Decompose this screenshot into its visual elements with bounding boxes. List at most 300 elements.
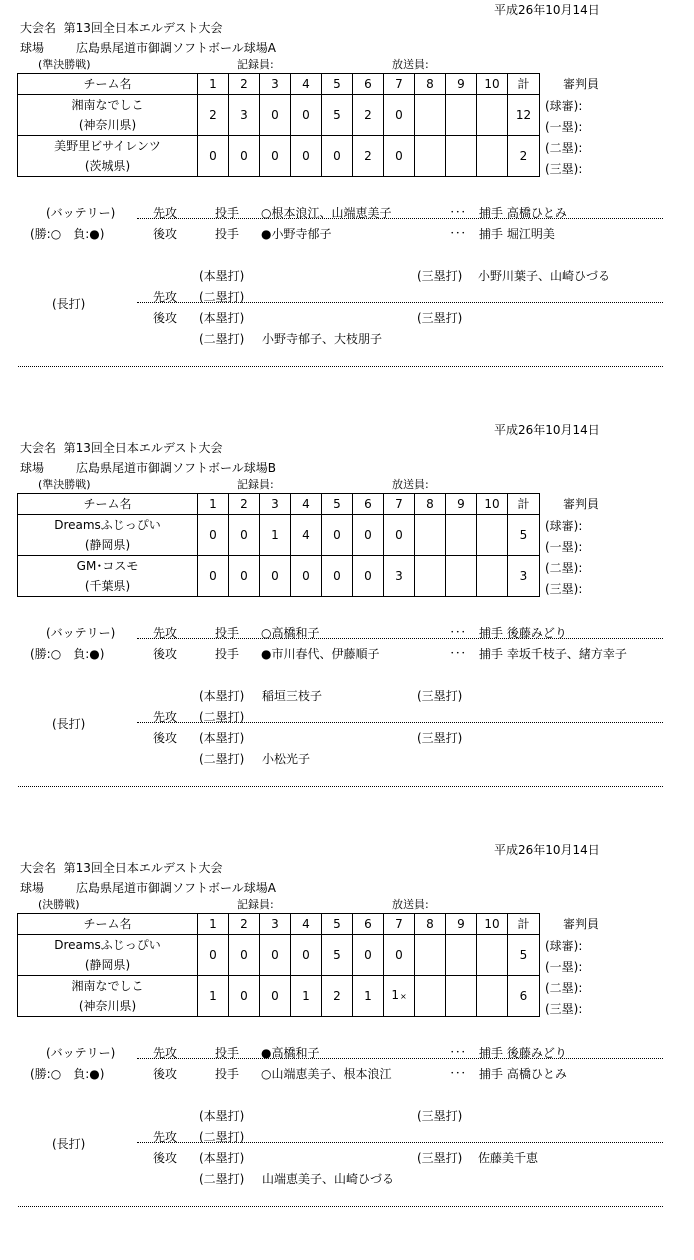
bottom-double-players: 小野寺郁子、大枝朋子: [262, 332, 383, 346]
battery-top-side: 先攻: [153, 626, 178, 640]
battery-top-dots: ･･･: [450, 208, 467, 218]
top-triple-label: (三塁打): [417, 269, 463, 283]
inning-score-value: 0: [209, 149, 217, 163]
long-hits-divider: [137, 722, 663, 723]
battery-label: (バッテリー): [46, 206, 116, 220]
battery-bottom-side: 後攻: [153, 1067, 178, 1081]
bottom-hr-label: (本塁打): [199, 1151, 245, 1165]
venue-line: [20, 460, 276, 476]
umpires-panel: [545, 76, 599, 182]
team-cell: [18, 95, 198, 136]
battery-top-side: 先攻: [153, 1046, 178, 1060]
battery-bottom-dots: ･･･: [450, 1069, 467, 1079]
tournament-label: 大会名: [20, 441, 57, 455]
long-hits-label: (長打): [52, 717, 86, 731]
battery-top-pitcher-label: 投手: [215, 1046, 240, 1060]
long-hits-divider: [137, 1142, 663, 1143]
announcer-label: 放送員:: [392, 898, 429, 911]
venue-name: 広島県尾道市御調ソフトボール球場A: [76, 881, 276, 895]
umpire-position: (三塁):: [545, 582, 583, 596]
inning-header: 6: [353, 914, 384, 935]
inning-score-value: 2: [333, 989, 341, 1003]
inning-score-value: 0: [240, 569, 248, 583]
inning-score-value: 1: [364, 989, 372, 1003]
catcher-label: 捕手: [479, 227, 504, 241]
inning-score: [477, 556, 508, 597]
inning-score-value: 1: [391, 988, 399, 1002]
inning-score-value: 1: [271, 528, 279, 542]
inning-header: 10: [477, 494, 508, 515]
game-record: [0, 420, 694, 840]
venue-name: 広島県尾道市御調ソフトボール球場B: [76, 461, 277, 475]
tournament-name: 第13回全日本エルデスト大会: [63, 441, 223, 455]
battery-bottom-catchers: [479, 1066, 567, 1082]
inning-score-value: 0: [395, 108, 403, 122]
top-triple-players: 小野川葉子、山崎ひづる: [478, 269, 611, 283]
win-lose-legend: (勝:○ 負:●): [30, 227, 105, 241]
inning-header: 2: [229, 74, 260, 95]
catcher-label: 捕手: [479, 626, 504, 640]
inning-score: [322, 136, 353, 177]
battery-bottom-side: 後攻: [153, 647, 178, 661]
inning-score: [353, 515, 384, 556]
inning-score-value: 0: [333, 528, 341, 542]
inning-score: [198, 515, 229, 556]
inning-score-value: 0: [240, 948, 248, 962]
inning-header: 1: [198, 74, 229, 95]
battery-bottom-pitcher-label: 投手: [215, 227, 240, 241]
battery-bottom-pitchers: ○山端恵美子、根本浪江: [261, 1067, 392, 1081]
inning-score-value: 5: [333, 108, 341, 122]
battery-bottom-pitchers: ●小野寺郁子: [261, 227, 332, 241]
battery-label: (バッテリー): [46, 1046, 116, 1060]
inning-score: [477, 515, 508, 556]
inning-score-value: 2: [209, 108, 217, 122]
inning-score: [477, 935, 508, 976]
catcher-names: 幸坂千枝子、緒方幸子: [506, 647, 627, 661]
inning-score: [322, 976, 353, 1017]
scoreboard-header-row: [18, 914, 540, 935]
tournament-name: 第13回全日本エルデスト大会: [63, 861, 223, 875]
inning-score: [322, 935, 353, 976]
inning-score-value: 2: [364, 149, 372, 163]
inning-header: 5: [322, 74, 353, 95]
inning-score: [322, 556, 353, 597]
inning-score-value: 0: [271, 569, 279, 583]
inning-score-value: 3: [240, 108, 248, 122]
inning-score: [384, 136, 415, 177]
inning-score: [415, 556, 446, 597]
inning-score: [198, 935, 229, 976]
venue-label: 球場: [20, 881, 45, 895]
catcher-label: 捕手: [479, 1046, 504, 1060]
recorder-label: 記録員:: [237, 898, 274, 911]
scoreboard-header-row: [18, 74, 540, 95]
inning-score-value: 0: [271, 948, 279, 962]
inning-score-value: 0: [209, 948, 217, 962]
inning-score: [198, 976, 229, 1017]
long-hits-top-side: 先攻: [153, 710, 178, 724]
inning-header: 8: [415, 74, 446, 95]
team-total: 5: [508, 935, 540, 976]
inning-score: [291, 515, 322, 556]
round-label: (決勝戦): [38, 898, 80, 911]
inning-score: [477, 95, 508, 136]
scoreboard-table: [17, 493, 540, 597]
battery-bottom-dots: ･･･: [450, 229, 467, 239]
inning-score-value: 4: [302, 528, 310, 542]
inning-header: 10: [477, 74, 508, 95]
inning-score-value: 0: [333, 569, 341, 583]
catcher-label: 捕手: [479, 1067, 504, 1081]
umpire-position: (二塁):: [545, 141, 583, 155]
long-hits-top-side: 先攻: [153, 1130, 178, 1144]
team-prefecture: (静岡県): [84, 538, 131, 552]
inning-header: 10: [477, 914, 508, 935]
battery-divider: [137, 1058, 663, 1059]
inning-score: [446, 556, 477, 597]
venue-label: 球場: [20, 41, 45, 55]
bottom-hr-label: (本塁打): [199, 731, 245, 745]
team-total: 6: [508, 976, 540, 1017]
game-record: [0, 840, 694, 1260]
top-hr-players: 稲垣三枝子: [262, 689, 323, 703]
battery-label: (バッテリー): [46, 626, 116, 640]
long-hits-divider: [137, 302, 663, 303]
inning-score: [198, 136, 229, 177]
umpires-header: 審判員: [563, 497, 600, 511]
battery-top-dots: ･･･: [450, 628, 467, 638]
inning-score: [260, 976, 291, 1017]
recorder-label: 記録員:: [237, 478, 274, 491]
total-header: 計: [508, 494, 540, 515]
scoreboard-header-row: [18, 494, 540, 515]
bottom-triple-players: 佐藤美千恵: [478, 1151, 539, 1165]
inning-header: 6: [353, 74, 384, 95]
catcher-label: 捕手: [479, 206, 504, 220]
venue-line: [20, 880, 276, 896]
catcher-names: 後藤みどり: [506, 1046, 567, 1060]
inning-score-value: 5: [333, 948, 341, 962]
inning-score-value: 1: [302, 989, 310, 1003]
round-label: (準決勝戦): [38, 58, 91, 71]
inning-score: [384, 935, 415, 976]
inning-score: [322, 95, 353, 136]
inning-score: [446, 95, 477, 136]
tournament-label: 大会名: [20, 21, 57, 35]
bottom-triple-label: (三塁打): [417, 311, 463, 325]
team-name-header: チーム名: [18, 494, 198, 515]
top-hr-label: (本塁打): [199, 689, 245, 703]
inning-score: [198, 95, 229, 136]
inning-score: [477, 976, 508, 1017]
battery-bottom-side: 後攻: [153, 227, 178, 241]
team-cell: [18, 136, 198, 177]
long-hits-top-side: 先攻: [153, 290, 178, 304]
umpire-position: (二塁):: [545, 561, 583, 575]
inning-score: [198, 556, 229, 597]
inning-score: [229, 556, 260, 597]
bottom-double-players: 山端恵美子、山崎ひづる: [262, 1172, 395, 1186]
bottom-double-label: (二塁打): [199, 1172, 245, 1186]
inning-score: [229, 976, 260, 1017]
team-prefecture: (静岡県): [84, 958, 131, 972]
team-name-header: チーム名: [18, 74, 198, 95]
inning-score-value: 0: [364, 528, 372, 542]
inning-score: [229, 95, 260, 136]
inning-score: [415, 95, 446, 136]
inning-header: 6: [353, 494, 384, 515]
team-name: 湘南なでしこ: [71, 98, 144, 112]
catcher-names: 高橋ひとみ: [506, 206, 567, 220]
scoreboard-team-row: [18, 95, 540, 136]
inning-header: 3: [260, 914, 291, 935]
team-total: 3: [508, 556, 540, 597]
inning-header: 7: [384, 494, 415, 515]
inning-score: [353, 556, 384, 597]
inning-score: [260, 136, 291, 177]
team-name: 湘南なでしこ: [71, 979, 144, 993]
inning-score: [384, 95, 415, 136]
inning-header: 9: [446, 494, 477, 515]
battery-bottom-pitchers: ●市川春代、伊藤順子: [261, 647, 380, 661]
team-name: Dreamsふじっぴい: [54, 938, 161, 952]
announcer-label: 放送員:: [392, 58, 429, 71]
inning-score: [415, 976, 446, 1017]
inning-header: 4: [291, 74, 322, 95]
team-prefecture: (神奈川県): [78, 999, 137, 1013]
inning-score-value: 0: [240, 149, 248, 163]
inning-score-value: 2: [364, 108, 372, 122]
long-hits-bottom-side: 後攻: [153, 731, 178, 745]
venue-name: 広島県尾道市御調ソフトボール球場A: [76, 41, 276, 55]
scoreboard-team-row: [18, 976, 540, 1017]
umpires-header: 審判員: [563, 77, 600, 91]
inning-score-value: 0: [209, 569, 217, 583]
inning-header: 1: [198, 914, 229, 935]
inning-header: 7: [384, 914, 415, 935]
venue-line: [20, 40, 276, 56]
inning-header: 7: [384, 74, 415, 95]
scoreboard-table: [17, 913, 540, 1017]
win-lose-legend: (勝:○ 負:●): [30, 1067, 105, 1081]
inning-score: [446, 935, 477, 976]
bottom-triple-label: (三塁打): [417, 731, 463, 745]
inning-header: 2: [229, 494, 260, 515]
inning-score-value: 0: [395, 149, 403, 163]
inning-score: [353, 976, 384, 1017]
catcher-names: 高橋ひとみ: [506, 1067, 567, 1081]
inning-score-value: 3: [395, 569, 403, 583]
umpire-position: (三塁):: [545, 1002, 583, 1016]
section-separator: [18, 1206, 663, 1207]
recorder-label: 記録員:: [237, 58, 274, 71]
inning-score: [291, 95, 322, 136]
top-double-label: (二塁打): [199, 710, 245, 724]
inning-score: [384, 976, 415, 1017]
inning-header: 1: [198, 494, 229, 515]
team-total: 2: [508, 136, 540, 177]
battery-bottom-dots: ･･･: [450, 649, 467, 659]
total-header: 計: [508, 74, 540, 95]
top-hr-label: (本塁打): [199, 1109, 245, 1123]
long-hits-label: (長打): [52, 1137, 86, 1151]
inning-score: [229, 515, 260, 556]
announcer-label: 放送員:: [392, 478, 429, 491]
team-prefecture: (神奈川県): [78, 118, 137, 132]
team-cell: [18, 935, 198, 976]
inning-score: [415, 515, 446, 556]
inning-header: 5: [322, 914, 353, 935]
inning-score: [229, 136, 260, 177]
total-header: 計: [508, 914, 540, 935]
section-separator: [18, 366, 663, 367]
inning-score: [353, 95, 384, 136]
inning-score: [260, 935, 291, 976]
inning-header: 8: [415, 494, 446, 515]
inning-score-value: 0: [333, 149, 341, 163]
game-date: 平成26年10月14日: [494, 3, 600, 17]
inning-score: [322, 515, 353, 556]
battery-bottom-pitcher-label: 投手: [215, 1067, 240, 1081]
inning-score: [260, 515, 291, 556]
inning-header: 3: [260, 74, 291, 95]
inning-header: 3: [260, 494, 291, 515]
game-date: 平成26年10月14日: [494, 843, 600, 857]
inning-score-value: 0: [302, 569, 310, 583]
top-hr-label: (本塁打): [199, 269, 245, 283]
team-cell: [18, 556, 198, 597]
battery-top-dots: ･･･: [450, 1048, 467, 1058]
inning-score-value: 0: [271, 149, 279, 163]
team-prefecture: (千葉県): [84, 579, 131, 593]
top-double-label: (二塁打): [199, 290, 245, 304]
inning-score: [384, 515, 415, 556]
inning-score-value: 0: [302, 149, 310, 163]
tournament-name: 第13回全日本エルデスト大会: [63, 21, 223, 35]
scoreboard-team-row: [18, 556, 540, 597]
battery-divider: [137, 638, 663, 639]
team-prefecture: (茨城県): [84, 159, 131, 173]
battery-top-pitcher-label: 投手: [215, 206, 240, 220]
battery-top-pitchers: ●高橋和子: [261, 1046, 320, 1060]
umpire-position: (一塁):: [545, 540, 583, 554]
tournament-line: [20, 440, 222, 456]
battery-bottom-pitcher-label: 投手: [215, 647, 240, 661]
inning-score: [291, 976, 322, 1017]
battery-bottom-catchers: [479, 646, 627, 662]
tournament-label: 大会名: [20, 861, 57, 875]
umpires-panel: [545, 916, 599, 1022]
walkoff-mark: ×: [399, 992, 407, 1001]
inning-score-value: 0: [302, 108, 310, 122]
inning-score: [415, 935, 446, 976]
team-total: 12: [508, 95, 540, 136]
inning-score: [291, 136, 322, 177]
inning-score-value: 0: [240, 528, 248, 542]
inning-score-value: 0: [395, 528, 403, 542]
bottom-double-label: (二塁打): [199, 332, 245, 346]
team-name: GM･コスモ: [76, 559, 139, 573]
top-triple-label: (三塁打): [417, 689, 463, 703]
inning-score: [229, 935, 260, 976]
inning-score: [415, 136, 446, 177]
scoreboard-table: [17, 73, 540, 177]
scoreboard-team-row: [18, 935, 540, 976]
inning-score-value: 0: [271, 989, 279, 1003]
battery-divider: [137, 218, 663, 219]
inning-header: 5: [322, 494, 353, 515]
inning-score: [291, 935, 322, 976]
inning-score-value: 0: [364, 948, 372, 962]
top-triple-label: (三塁打): [417, 1109, 463, 1123]
umpire-position: (球審):: [545, 99, 583, 113]
inning-score: [260, 95, 291, 136]
inning-score: [384, 556, 415, 597]
scoreboard-team-row: [18, 136, 540, 177]
team-cell: [18, 976, 198, 1017]
inning-header: 9: [446, 74, 477, 95]
inning-score: [446, 136, 477, 177]
game-date: 平成26年10月14日: [494, 423, 600, 437]
top-double-label: (二塁打): [199, 1130, 245, 1144]
game-record: [0, 0, 694, 420]
inning-score: [260, 556, 291, 597]
inning-score: [353, 935, 384, 976]
long-hits-label: (長打): [52, 297, 86, 311]
team-total: 5: [508, 515, 540, 556]
inning-header: 4: [291, 914, 322, 935]
round-label: (準決勝戦): [38, 478, 91, 491]
inning-score-value: 1: [209, 989, 217, 1003]
inning-score-value: 0: [271, 108, 279, 122]
team-name: 美野里ビサイレンツ: [54, 139, 161, 153]
bottom-double-players: 小松光子: [262, 752, 311, 766]
battery-top-pitchers: ○根本浪江、山端恵美子: [261, 206, 392, 220]
team-name: Dreamsふじっぴい: [54, 518, 161, 532]
battery-top-pitcher-label: 投手: [215, 626, 240, 640]
scoreboard-team-row: [18, 515, 540, 556]
battery-top-side: 先攻: [153, 206, 178, 220]
umpire-position: (球審):: [545, 939, 583, 953]
team-name-header: チーム名: [18, 914, 198, 935]
long-hits-bottom-side: 後攻: [153, 1151, 178, 1165]
umpire-position: (二塁):: [545, 981, 583, 995]
inning-score-value: 0: [240, 989, 248, 1003]
umpire-position: (一塁):: [545, 120, 583, 134]
umpire-position: (三塁):: [545, 162, 583, 176]
inning-score: [291, 556, 322, 597]
inning-header: 2: [229, 914, 260, 935]
team-cell: [18, 515, 198, 556]
tournament-line: [20, 860, 222, 876]
bottom-double-label: (二塁打): [199, 752, 245, 766]
inning-score: [446, 515, 477, 556]
umpire-position: (一塁):: [545, 960, 583, 974]
inning-score: [446, 976, 477, 1017]
umpires-panel: [545, 496, 599, 602]
inning-score-value: 0: [364, 569, 372, 583]
umpire-position: (球審):: [545, 519, 583, 533]
tournament-line: [20, 20, 222, 36]
long-hits-bottom-side: 後攻: [153, 311, 178, 325]
section-separator: [18, 786, 663, 787]
catcher-label: 捕手: [479, 647, 504, 661]
umpires-header: 審判員: [563, 917, 600, 931]
inning-header: 8: [415, 914, 446, 935]
venue-label: 球場: [20, 461, 45, 475]
catcher-names: 後藤みどり: [506, 626, 567, 640]
